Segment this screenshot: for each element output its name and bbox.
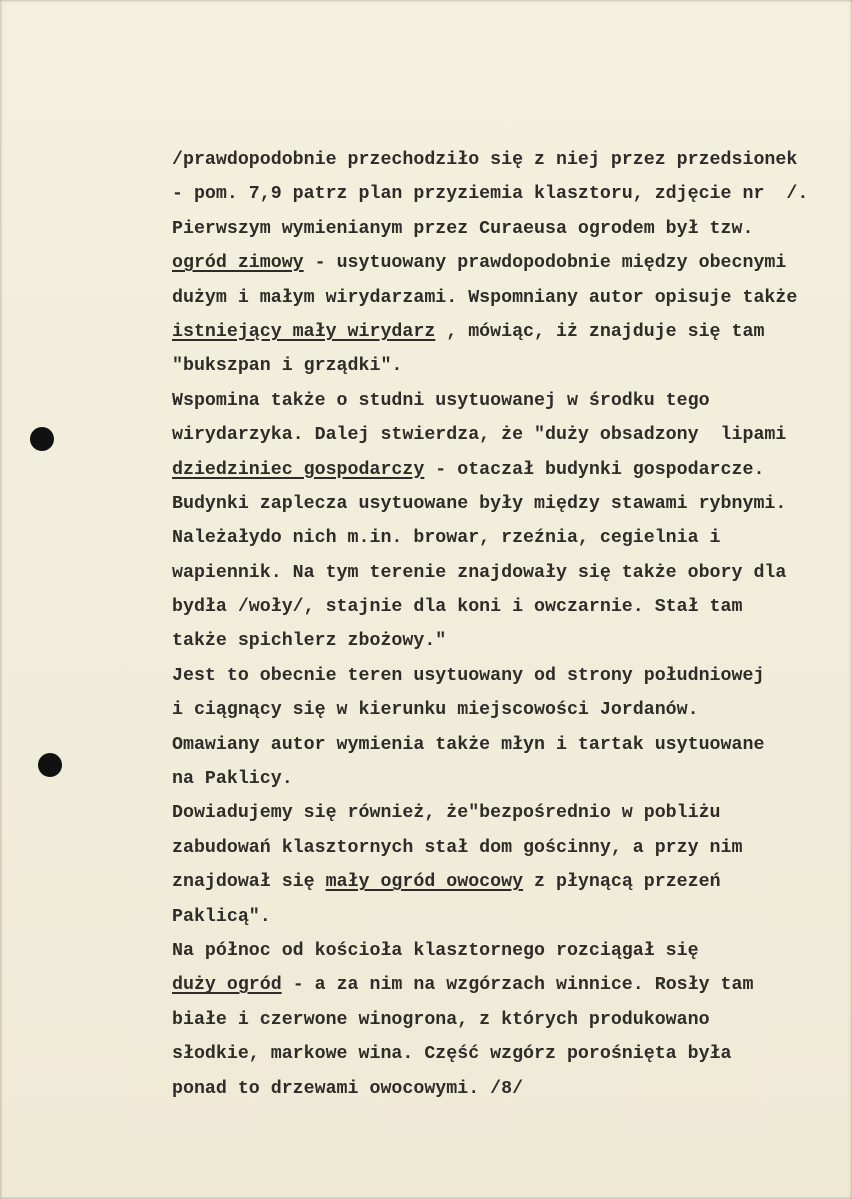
typewritten-text [172,146,808,1109]
text-line [172,593,808,627]
text-line [172,1040,808,1074]
text-segment: zabudowań klasztornych stał dom gościnny, a przy nim [172,837,743,858]
punch-hole [30,427,54,451]
text-line [172,799,808,833]
text-line [172,146,808,180]
text-segment: bydła /woły/, stajnie dla koni i owczarnie. Stał tam [172,597,743,618]
text-segment: Pierwszym wymienianym przez Curaeusa ogrodem był tzw. [172,218,754,239]
text-segment: Na północ od kościoła klasztornego rozciągał się [172,940,699,961]
text-line [172,868,808,902]
text-line [172,318,808,352]
text-line [172,903,808,937]
text-segment: na Paklicy. [172,769,293,790]
text-segment: Należałydo nich m.in. browar, rzeźnia, cegielnia i [172,528,721,549]
punch-hole [38,753,62,777]
text-segment: Budynki zaplecza usytuowane były między stawami rybnymi. [172,493,787,514]
underlined-term: dziedziniec gospodarczy [172,459,425,480]
text-line [172,180,808,214]
text-line [172,662,808,696]
text-line [172,1075,808,1109]
text-line [172,1006,808,1040]
text-segment: - otaczał budynki gospodarcze. [424,459,765,480]
text-segment: wirydarzyka. Dalej stwierdza, że "duży obsadzony lipami [172,425,787,446]
text-line [172,387,808,421]
text-line [172,627,808,661]
text-line [172,490,808,524]
text-segment: , mówiąc, iż znajduje się tam [435,321,765,342]
underlined-term: duży ogród [172,975,282,996]
text-segment: Paklicą". [172,906,271,927]
text-segment: - pom. 7,9 patrz plan przyziemia klasztoru, zdjęcie nr /. [172,184,809,205]
text-line [172,421,808,455]
text-segment: Omawiany autor wymienia także młyn i tartak usytuowane [172,734,765,755]
text-segment: słodkie, markowe wina. Część wzgórz porośnięta była [172,1044,732,1065]
text-segment: /prawdopodobnie przechodziło się z niej przez przedsionek [172,150,798,170]
text-segment: znajdował się [172,872,326,893]
underlined-term: ogród zimowy [172,253,304,274]
text-line [172,249,808,283]
text-segment: Dowiadujemy się również, że"bezpośrednio w pobliżu [172,803,721,824]
underlined-term: mały ogród owocowy [325,872,524,893]
text-line [172,765,808,799]
text-segment: - usytuowany prawdopodobnie między obecnymi [303,253,787,274]
text-line [172,456,808,490]
text-segment: Wspomina także o studni usytuowanej w środku tego [172,390,710,411]
text-line [172,731,808,765]
text-line [172,834,808,868]
text-segment: dużym i małym wirydarzami. Wspomniany autor opisuje także [172,287,798,308]
text-segment: - a za nim na wzgórzach winnice. Rosły tam [281,975,754,996]
text-segment: wapiennik. Na tym terenie znajdowały się także obory dla [172,562,787,583]
underlined-term: istniejący mały wirydarz [172,321,436,342]
text-line [172,696,808,730]
text-line [172,559,808,593]
text-segment: "bukszpan i grządki". [172,356,403,377]
text-segment: także spichlerz zbożowy." [172,631,447,652]
text-segment: ponad to drzewami owocowymi. /8/ [172,1078,524,1099]
text-line [172,971,808,1005]
text-segment: z płynącą przezeń [523,872,721,893]
text-segment: Jest to obecnie teren usytuowany od strony południowej [172,665,765,686]
text-line [172,215,808,249]
text-line [172,284,808,318]
text-line [172,524,808,558]
text-line [172,937,808,971]
text-line [172,352,808,386]
text-segment: i ciągnący się w kierunku miejscowości Jordanów. [172,700,699,721]
text-segment: białe i czerwone winogrona, z których produkowano [172,1009,710,1030]
